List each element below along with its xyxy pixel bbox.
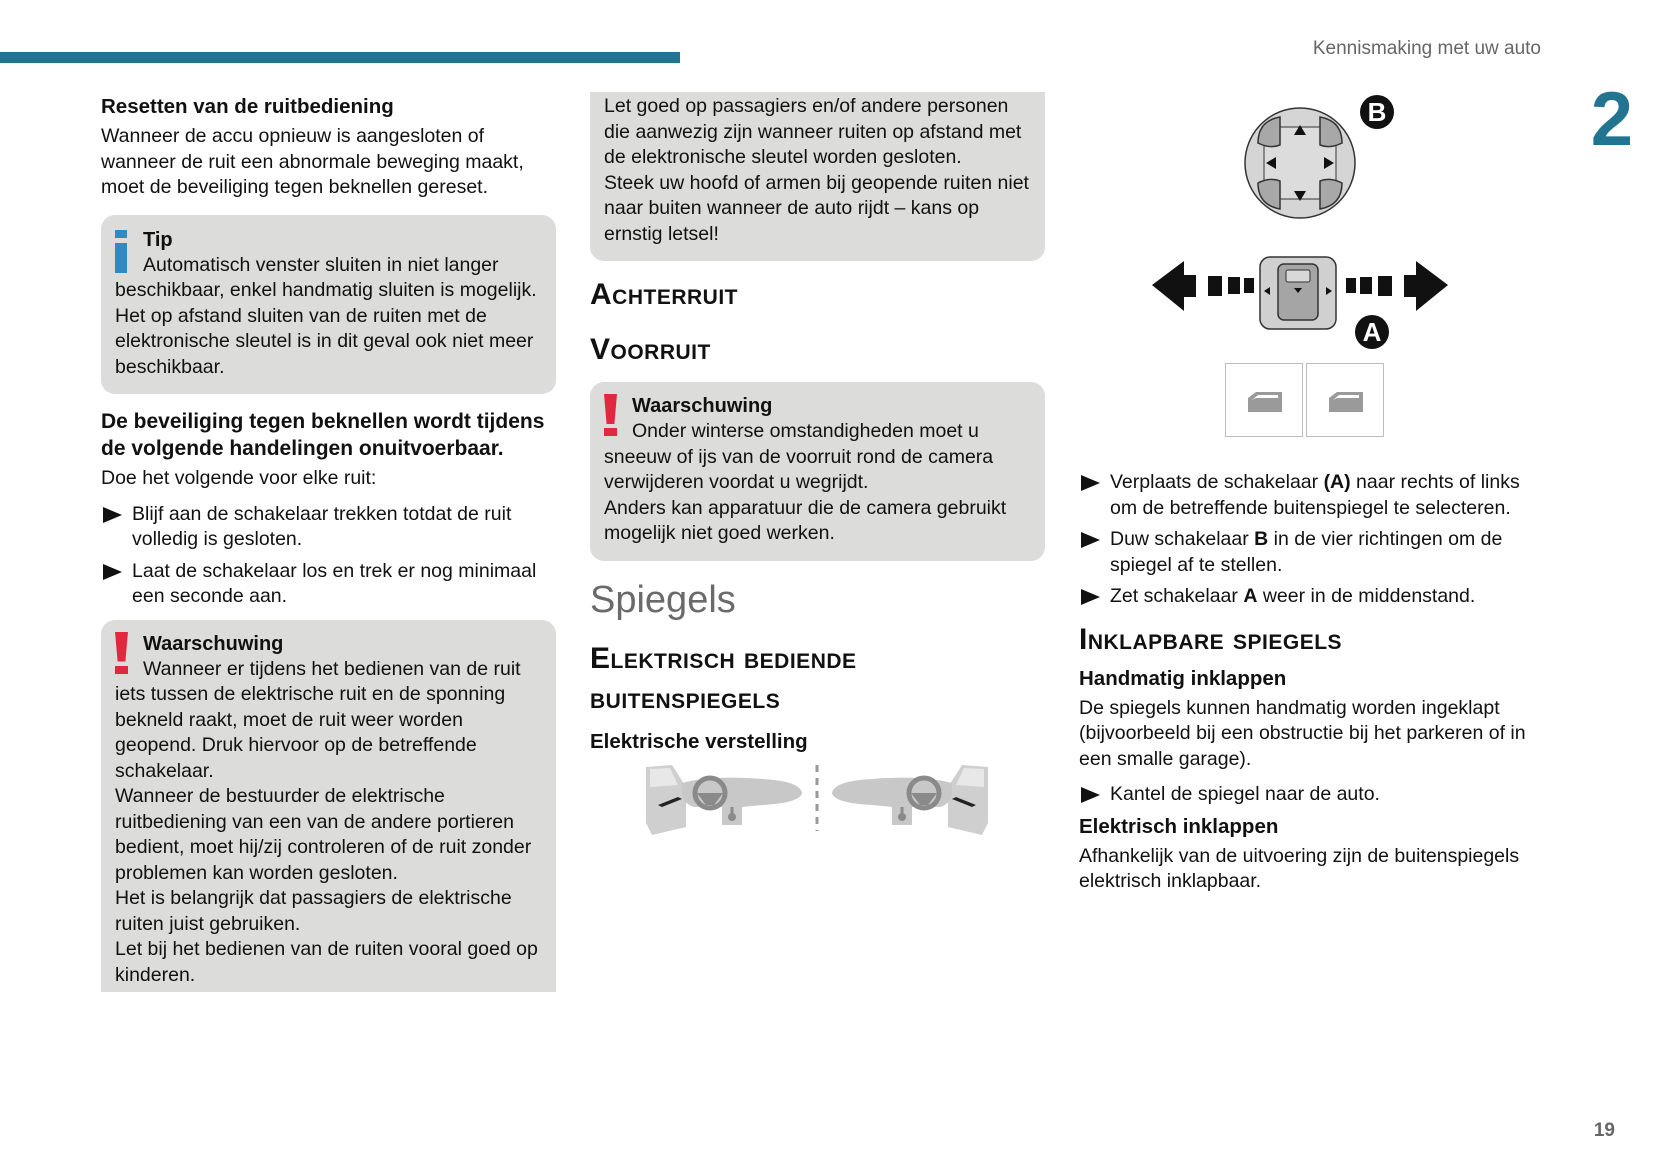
arrow-left-big-icon: [1152, 261, 1196, 311]
manual-folding-steps: [1079, 782, 1539, 808]
protection-steps: [101, 502, 556, 610]
bullet-arrow-icon: [1081, 475, 1100, 491]
electric-folding-text: Afhankelijk van de uitvoering zijn de buitenspiegels elektrisch inklapbaar.: [1079, 844, 1520, 892]
page-number: 19: [1593, 1120, 1615, 1141]
bullet-arrow-icon: [1081, 589, 1100, 605]
heading-electric-mirrors: Elektrisch bediende buitenspiegels: [590, 641, 857, 715]
sub-heading-adjustment: Elektrische verstelling: [590, 729, 808, 753]
list-item: Verplaats de schakelaar (A) naar rechts of links om de betreffende buitenspiegel te selecteren.: [1079, 470, 1539, 521]
tip-text-1: Automatisch venster sluiten in niet langer beschikbaar, enkel handmatig sluiten is mogelijk.: [115, 253, 537, 301]
right-window-icon-tile: [1306, 363, 1384, 437]
window-icon: [1226, 364, 1304, 438]
tip-header: [115, 228, 542, 253]
heading-rear-window: Achterruit: [590, 278, 738, 311]
warning-icon: [115, 632, 129, 678]
manual-folding-text: De spiegels kunnen handmatig worden ingeklapt (bijvoorbeeld bij een obstructie bij het parkeren of in een smalle garage).: [1079, 696, 1526, 770]
header-accent-bar: [0, 52, 680, 63]
continued-text-2: Steek uw hoofd of armen bij geopende ruiten niet naar buiten wanneer de auto rijdt – kans op ernstig letsel!: [604, 171, 1029, 245]
warning-header: [115, 632, 542, 657]
list-item: Kantel de spiegel naar de auto.: [1079, 782, 1539, 808]
reset-heading: Resetten van de ruitbediening: [101, 95, 394, 118]
warning-text-2: Anders kan apparatuur die de camera gebruikt mogelijk niet goed werken.: [604, 496, 1007, 544]
electric-folding-heading: Elektrisch inklappen: [1079, 814, 1279, 838]
column-middle: [590, 92, 1045, 848]
warning-text-2: Wanneer de bestuurder de elektrische ruitbediening van een van de andere portieren bedient, moet hij/zij controleren of de ruit zonder problemen kan worden gesloten.: [115, 785, 532, 884]
dashboard-mirror-illustration: [642, 763, 992, 843]
adjustment-steps: [1079, 470, 1539, 610]
column-left: [101, 92, 556, 992]
tip-box: [101, 215, 556, 395]
column-right: [1079, 470, 1539, 895]
list-item: Duw schakelaar B in de vier richtingen om de spiegel af te stellen.: [1079, 527, 1539, 578]
warning-box: [101, 620, 556, 993]
warning-text-3: Het is belangrijk dat passagiers de elektrische ruiten juist gebruiken.: [115, 887, 512, 935]
list-item: Zet schakelaar A weer in de middenstand.: [1079, 584, 1539, 610]
bullet-arrow-icon: [1081, 532, 1100, 548]
reset-text: Wanneer de accu opnieuw is aangesloten of wanneer de ruit een abnormale beweging maakt, moet de beveiliging tegen beknellen gereset.: [101, 125, 524, 198]
warning-text-1: Wanneer er tijdens het bedienen van de ruit iets tussen de elektrische ruit en de sponning bekneld raakt, moet de ruit weer worden geopend. Druk hiervoor op de betreffende schakelaar.: [115, 657, 521, 782]
bullet-arrow-icon: [103, 507, 122, 523]
info-icon: [115, 230, 127, 274]
continued-text-1: Let goed op passagiers en/of andere personen die aanwezig zijn wanneer ruiten op afstand met de elektronische sleutel worden gesloten.: [604, 95, 1022, 168]
manual-folding-heading: Handmatig inklappen: [1079, 666, 1287, 690]
warning-title: Waarschuwing: [143, 632, 284, 655]
section-title-mirrors: Spiegels: [590, 578, 736, 621]
running-header: Kennismaking met uw auto: [1312, 38, 1541, 59]
tip-title: Tip: [143, 228, 173, 251]
tip-text-2: Het op afstand sluiten van de ruiten met de elektronische sleutel is in dit geval ook niet meer beschikbaar.: [115, 304, 534, 378]
window-icon: [1307, 364, 1385, 438]
list-item: Laat de schakelaar los en trek er nog minimaal een seconde aan.: [101, 559, 556, 610]
heading-folding-mirrors: Inklapbare spiegels: [1079, 622, 1343, 656]
warning-title: Waarschuwing: [632, 395, 773, 417]
list-item: Blijf aan de schakelaar trekken totdat de ruit volledig is gesloten.: [101, 502, 556, 553]
warning-header: [604, 394, 1031, 419]
mirror-control-figure: [1150, 95, 1450, 445]
protection-heading: De beveiliging tegen beknellen wordt tijdens de volgende handelingen onuitvoerbaar.: [101, 410, 545, 460]
mirror-selector-switch-a: [1150, 255, 1450, 335]
mirror-adjust-joystick-b: [1240, 103, 1360, 223]
warning-text-4: Let bij het bedienen van de ruiten vooral goed op kinderen.: [115, 938, 538, 986]
protection-intro: Doe het volgende voor elke ruit:: [101, 467, 377, 489]
bullet-arrow-icon: [1081, 787, 1100, 803]
right-hand-drive-illustration: [832, 765, 988, 835]
continued-warning-box: [590, 92, 1045, 261]
bullet-arrow-icon: [103, 564, 122, 580]
label-b-badge: B: [1360, 95, 1394, 129]
chapter-number: 2: [1590, 77, 1633, 162]
heading-windscreen: Voorruit: [590, 333, 711, 366]
left-hand-drive-illustration: [646, 765, 802, 835]
arrow-right-big-icon: [1404, 261, 1448, 311]
label-a-badge: A: [1355, 315, 1389, 349]
warning-text-1: Onder winterse omstandigheden moet u sneeuw of ijs van de voorruit rond de camera verwijderen voordat u wegrijdt.: [604, 420, 994, 493]
windscreen-warning-box: [590, 382, 1045, 561]
warning-icon: [604, 394, 618, 440]
left-window-icon-tile: [1225, 363, 1303, 437]
